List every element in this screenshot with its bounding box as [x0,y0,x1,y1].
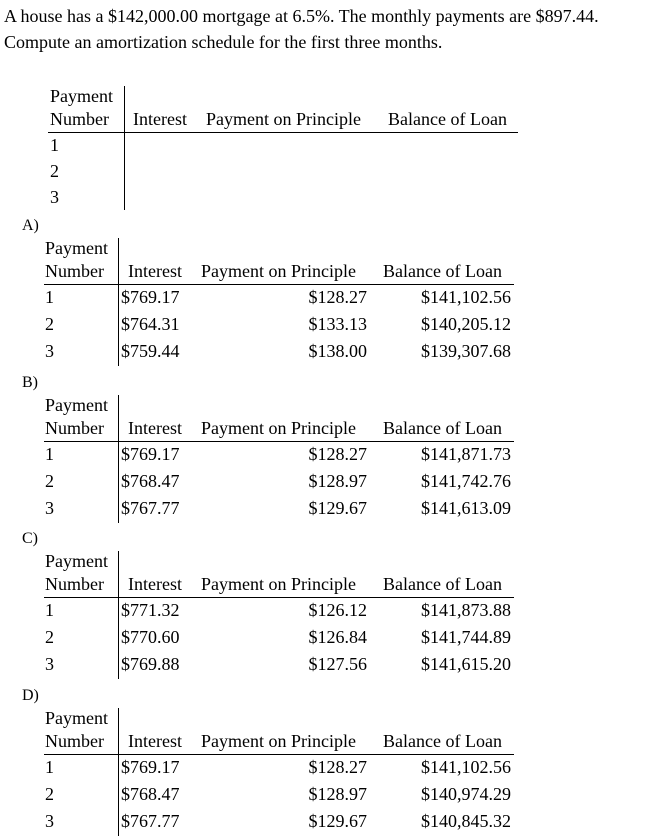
cell-principle: $129.67 [308,498,367,518]
cell-balance: $141,613.09 [421,498,511,518]
header-principle: Payment on Principle [201,731,356,751]
cell-principle: $128.97 [308,784,367,804]
cell-interest: $769.88 [121,654,180,674]
cell-interest: $770.60 [121,627,180,647]
cell-balance: $141,742.76 [421,471,511,491]
cell-interest: $767.77 [121,811,180,831]
cell-principle: $133.13 [308,314,367,334]
cell-balance: $140,974.29 [421,784,511,804]
cell-balance: $141,102.56 [421,757,511,777]
header-principle: Payment on Principle [201,418,356,438]
table-vertical-divider [118,395,119,523]
table-vertical-divider [124,86,125,210]
option-a-label: A) [22,217,39,234]
cell-interest: $768.47 [121,471,180,491]
header-payment: Payment [45,238,108,258]
cell-interest: $764.31 [121,314,180,334]
header-balance: Balance of Loan [383,418,502,438]
header-principle: Payment on Principle [201,574,356,594]
header-payment: Payment [50,86,113,106]
row-number: 2 [45,314,54,334]
table-header-rule [44,441,514,442]
row-number: 3 [50,187,59,207]
blank-schedule-table [0,84,507,214]
header-balance: Balance of Loan [388,109,507,129]
option-b-table [0,393,511,527]
row-number: 1 [50,135,59,155]
option-d-table [0,706,511,839]
header-balance: Balance of Loan [383,261,502,281]
cell-balance: $141,615.20 [421,654,511,674]
table-vertical-divider [118,238,119,366]
cell-principle: $126.84 [308,627,367,647]
option-a-table [0,236,511,370]
header-interest: Interest [133,109,187,129]
cell-principle: $128.97 [308,471,367,491]
cell-interest: $769.17 [121,287,180,307]
table-header-rule [44,754,514,755]
header-interest: Interest [128,418,182,438]
table-vertical-divider [118,551,119,679]
header-number: Number [45,574,104,594]
header-number: Number [50,109,109,129]
header-principle: Payment on Principle [206,109,361,129]
cell-interest: $769.17 [121,757,180,777]
table-header-rule [44,597,514,598]
cell-principle: $128.27 [308,757,367,777]
cell-balance: $140,845.32 [421,811,511,831]
row-number: 3 [45,498,54,518]
row-number: 3 [45,811,54,831]
row-number: 1 [45,444,54,464]
question-line-2: Compute an amortization schedule for the first three months. [4,32,443,52]
header-balance: Balance of Loan [383,731,502,751]
cell-balance: $141,873.88 [421,600,511,620]
cell-principle: $128.27 [308,287,367,307]
header-number: Number [45,261,104,281]
row-number: 2 [45,784,54,804]
cell-interest: $771.32 [121,600,180,620]
header-interest: Interest [128,731,182,751]
header-balance: Balance of Loan [383,574,502,594]
row-number: 3 [45,654,54,674]
row-number: 2 [45,627,54,647]
row-number: 1 [45,757,54,777]
option-d-label: D) [22,687,39,704]
row-number: 2 [45,471,54,491]
table-vertical-divider [118,708,119,836]
header-payment: Payment [45,551,108,571]
option-b-label: B) [22,374,38,391]
cell-balance: $141,871.73 [421,444,511,464]
cell-interest: $767.77 [121,498,180,518]
header-payment: Payment [45,395,108,415]
cell-balance: $140,205.12 [421,314,511,334]
row-number: 3 [45,341,54,361]
row-number: 2 [50,161,59,181]
row-number: 1 [45,287,54,307]
header-number: Number [45,731,104,751]
option-c-table [0,549,511,683]
cell-interest: $768.47 [121,784,180,804]
cell-interest: $759.44 [121,341,180,361]
table-header-rule [48,132,518,133]
table-header-rule [44,284,514,285]
row-number: 1 [45,600,54,620]
cell-principle: $138.00 [308,341,367,361]
cell-principle: $126.12 [308,600,367,620]
cell-principle: $127.56 [308,654,367,674]
cell-principle: $129.67 [308,811,367,831]
option-c-label: C) [22,530,38,547]
header-interest: Interest [128,261,182,281]
header-number: Number [45,418,104,438]
header-payment: Payment [45,708,108,728]
cell-balance: $141,102.56 [421,287,511,307]
header-principle: Payment on Principle [201,261,356,281]
cell-balance: $141,744.89 [421,627,511,647]
cell-balance: $139,307.68 [421,341,511,361]
header-interest: Interest [128,574,182,594]
question-line-1: A house has a $142,000.00 mortgage at 6.5%. The monthly payments are $897.44. [4,6,599,26]
cell-interest: $769.17 [121,444,180,464]
cell-principle: $128.27 [308,444,367,464]
